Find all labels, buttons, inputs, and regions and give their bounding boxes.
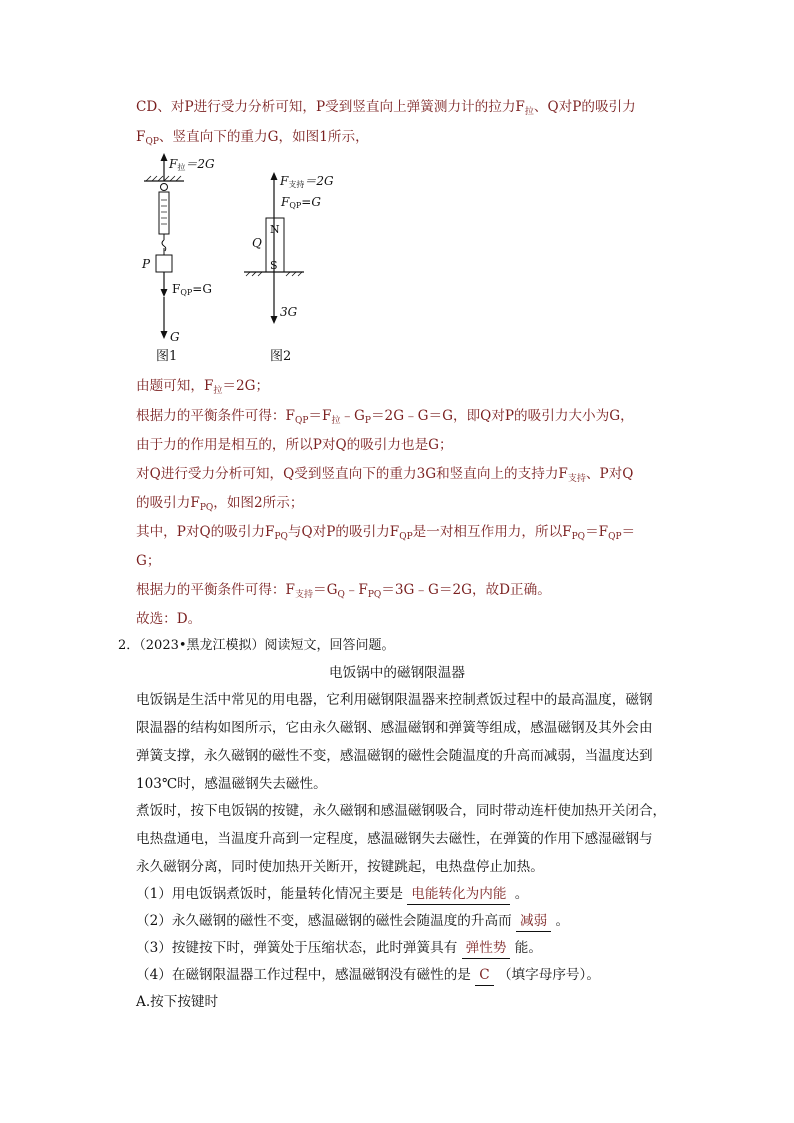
solution-line-9: G；: [136, 553, 161, 569]
magnet-south: S: [270, 259, 278, 272]
paragraph-2-line-1: 煮饭时，按下电饭锅的按键，永久磁钢和感温磁钢吸合，同时带动连杆使加热开关闭合，: [136, 803, 667, 819]
paragraph-2-line-2: 电热盘通电，当温度升高到一定程度，感温磁钢失去磁性，在弹簧的作用下感湿磁钢与: [136, 831, 653, 847]
solution-line-10: 根据力的平衡条件可得：$F_{支持}=G_Q﹣F_{PQ}=3G﹣G=2G$，故D正确。: [136, 582, 551, 600]
solution-line-6: 对Q进行受力分析可知，Q受到竖直向下的重力3G和竖直向上的支持力$F_{支持}$、P对Q: [136, 466, 634, 484]
support-label: F支持＝2G: [280, 174, 334, 189]
magnet-north: N: [270, 223, 280, 236]
block-p-label: P: [142, 257, 151, 271]
spring-scale: [159, 192, 169, 234]
scale-marks: [161, 200, 167, 224]
answer-2: 减弱: [516, 911, 551, 932]
solution-line-3: 由题可知，$F_拉=2G$；: [136, 378, 270, 396]
solution-line-4: 根据力的平衡条件可得：$F_{QP}=F_拉﹣G_P=2G﹣G=G$，即Q对P的吸引力大小为G，: [136, 408, 634, 426]
paragraph-1-line-3: 弹簧支撑，永久磁钢的磁性不变，感温磁钢的磁性会随温度的升高而减弱，当温度达到: [136, 748, 653, 764]
option-a: A.按下按键时: [136, 994, 219, 1010]
sub-question-2: （2）永久磁钢的磁性不变，感温磁钢的磁性会随温度的升高而 减弱 。: [136, 911, 569, 932]
solution-line-1: CD、对P进行受力分析可知，P受到竖直向上弹簧测力计的拉力$F_拉$、Q对P的吸引力: [136, 99, 636, 117]
paragraph-1-line-1: 电饭锅是生活中常见的用电器，它利用磁钢限温器来控制煮饭过程中的最高温度，磁钢: [136, 692, 653, 708]
weight-label: 3G: [280, 305, 298, 319]
solution-line-7: 的吸引力$F_{PQ}$，如图2所示；: [136, 495, 304, 513]
down-arrowhead-1: [161, 289, 168, 297]
answer-4: C: [475, 965, 493, 986]
tension-label: F拉＝2G: [169, 157, 215, 172]
paragraph-2-line-3: 永久磁钢分离，同时使加热开关断开，按键跳起，电热盘停止加热。: [136, 859, 544, 875]
solution-line-8: 其中，P对Q的吸引力$F_{PQ}$与Q对P的吸引力$F_{QP}$是一对相互作用力，所以$F_{PQ}=F_{QP}=$: [136, 524, 636, 542]
block-p: [156, 255, 172, 272]
answer-1: 电能转化为内能: [407, 884, 510, 905]
paragraph-1-line-2: 限温器的结构如图所示，它由永久磁钢、感温磁钢和弹簧等组成，感温磁钢及其外会由: [136, 720, 653, 736]
tension-arrowhead: [161, 153, 168, 161]
question-header: 2．（2023•黑龙江模拟）阅读短文，回答问题。: [118, 638, 395, 653]
figure-2-caption: 图2: [270, 349, 292, 364]
gravity-label: G: [170, 330, 180, 344]
figure-1: [136, 152, 246, 367]
sub-question-4: （4）在磁钢限温器工作过程中，感温磁钢没有磁性的是 C （填字母序号）。: [136, 965, 600, 986]
figure-1-caption: 图1: [156, 349, 178, 364]
solution-line-5: 由于力的作用是相互的，所以P对Q的吸引力也是G；: [136, 437, 453, 453]
fqp-label-2: FQP=G: [281, 195, 321, 210]
figure-2: [240, 168, 370, 368]
scale-ring: [161, 184, 168, 191]
block-q-label: Q: [252, 236, 262, 250]
support-arrowhead: [271, 172, 278, 180]
paragraph-1-line-4: 103℃时，感温磁钢失去磁性。: [136, 776, 327, 792]
down-arrowhead-2: [161, 331, 168, 339]
solution-line-11: 故选：D。: [136, 611, 202, 627]
article-title: 电饭锅中的磁钢限温器: [329, 665, 465, 681]
sub-question-3: （3）按键按下时，弹簧处于压缩状态，此时弹簧具有 弹性势 能。: [136, 938, 542, 959]
weight-arrowhead: [271, 316, 278, 324]
solution-line-2: $F_{QP}$、竖直向下的重力G，如图1所示，: [136, 129, 369, 147]
sub-question-1: （1）用电饭锅煮饭时，能量转化情况主要是 电能转化为内能 。: [136, 884, 528, 905]
answer-3: 弹性势: [462, 938, 511, 959]
fqp-label: FQP=G: [172, 282, 212, 297]
